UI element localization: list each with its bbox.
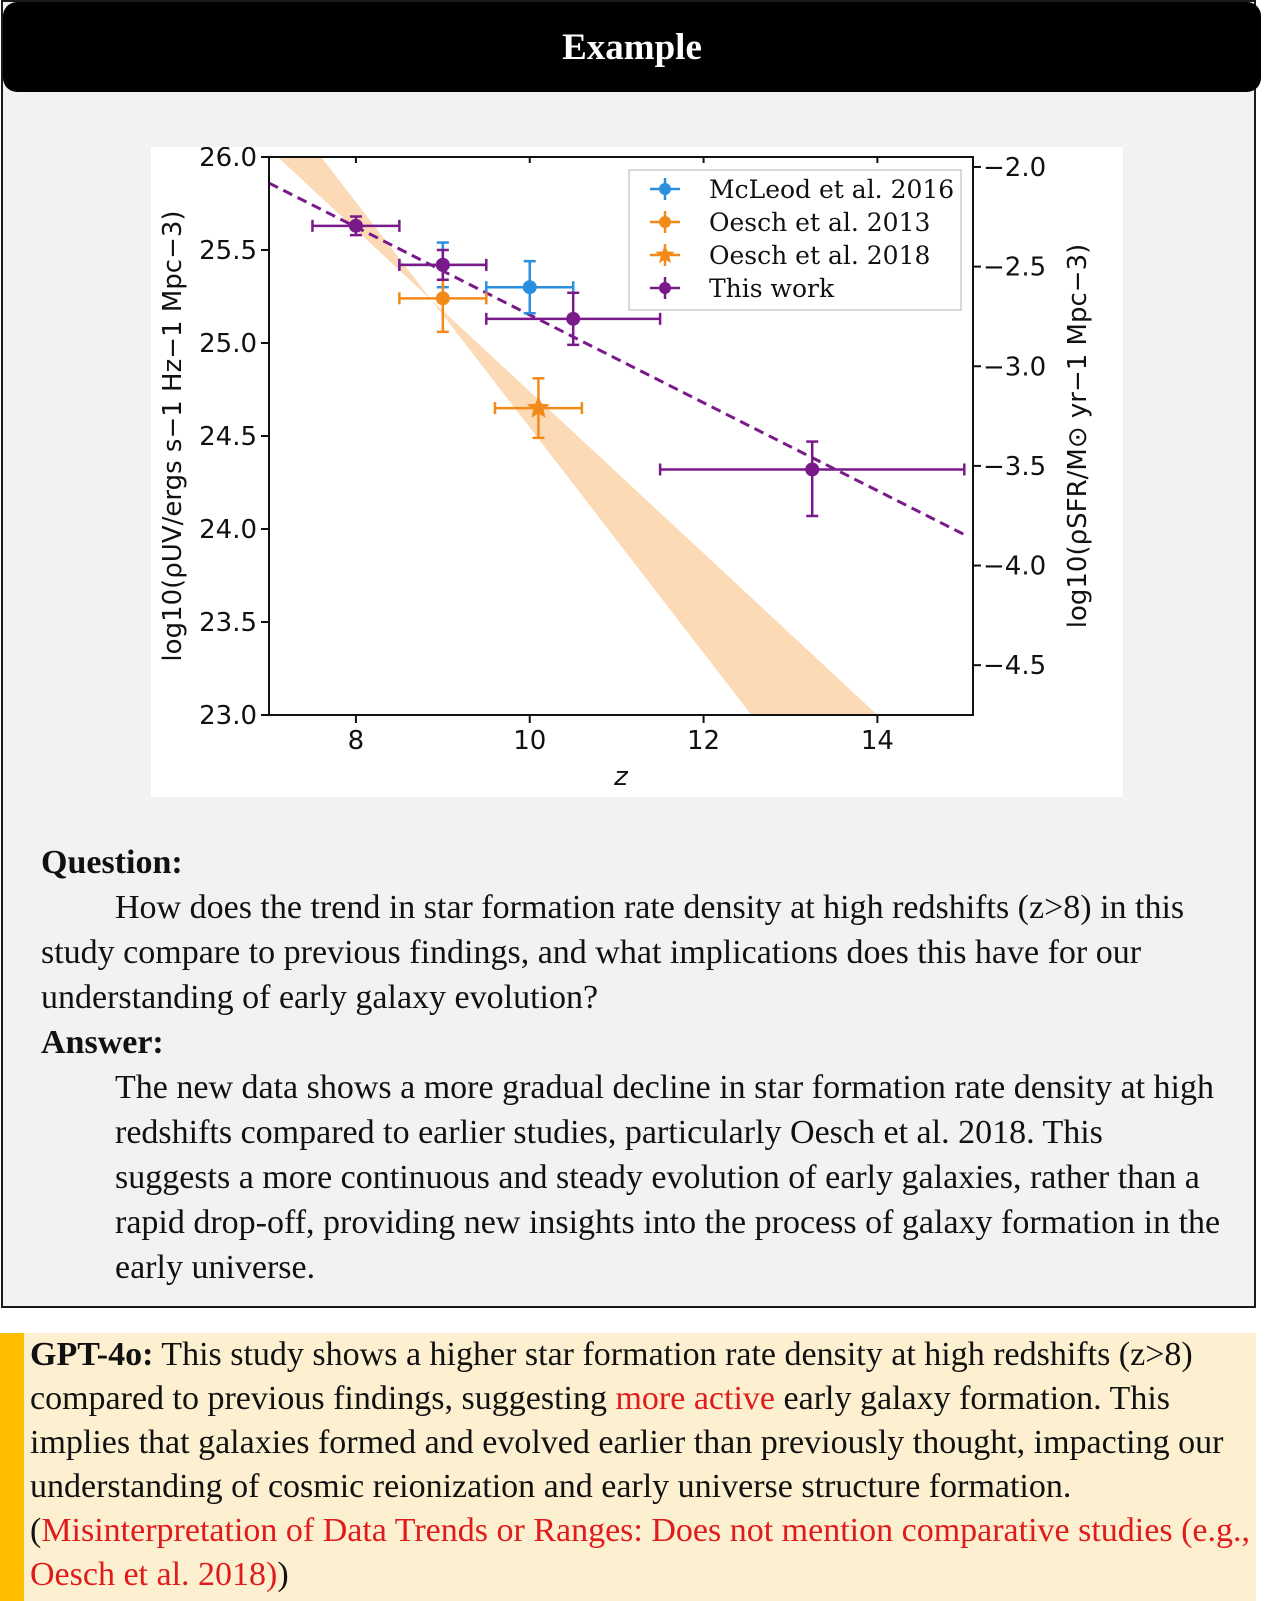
y-tick-label: 24.5 [199,422,257,452]
legend-label: This work [709,274,835,303]
gpt-highlight-1: more active [615,1380,776,1417]
gpt-highlight-2: Misinterpretation of Data Trends or Ranges: Does not mention comparative studies (e.g., Oesch et al. 2018) [30,1512,1250,1593]
data-point [566,312,580,326]
legend-marker-dot [659,216,671,228]
y2-tick-label: −3.0 [983,352,1047,383]
question-text: How does the trend in star formation rate density at high redshifts (z>8) in this study compare to previous findings, and what implications does this have for our understanding of early galaxy evolution? [41,889,1185,1016]
y2-axis-label: log10(ρSFR/M⊙ yr−1 Mpc−3) [1063,243,1093,629]
y2-tick-label: −4.0 [983,551,1047,582]
y-tick-label: 25.5 [199,236,257,266]
chart-svg [151,147,1123,797]
y-tick-label: 26.0 [199,147,257,173]
x-tick-label: 10 [513,726,547,756]
chart [151,147,1123,797]
data-point [436,291,450,305]
y-tick-label: 23.5 [199,608,257,638]
x-tick-label: 8 [347,726,365,756]
x-tick-label: 14 [860,726,894,756]
y2-tick-label: −3.5 [983,451,1047,482]
question-label: Question: [41,844,183,881]
data-point [523,280,537,294]
y2-tick-label: −4.5 [983,651,1047,682]
y-tick-label: 24.0 [199,515,257,545]
legend-label: Oesch et al. 2013 [709,208,931,237]
legend-label: McLeod et al. 2016 [709,175,955,204]
x-axis-label: z [614,762,628,792]
legend-marker-dot [659,282,671,294]
data-point [349,219,363,233]
example-card [1,0,1256,1308]
y-tick-label: 23.0 [199,701,257,731]
card-title: Example [562,26,702,68]
legend-marker-dot [659,183,671,195]
model-label: GPT-4o: [30,1336,154,1373]
data-point [436,258,450,272]
y2-tick-label: −2.5 [983,252,1047,283]
data-point [805,462,819,476]
qa-section [41,840,1226,1290]
gpt-response [0,1333,1256,1601]
gpt-text-3: ) [277,1556,289,1593]
y-axis-label: log10(ρUV/ergs s−1 Hz−1 Mpc−3) [158,210,188,662]
answer-text: The new data shows a more gradual decline in star formation rate density at high redshifts compared to earlier studies, particularly Oesch et al. 2018. This suggests a more continuous and steady evolution of early galaxies, rather than a rapid drop-off, providing new insights into the process of galaxy formation in the early universe. [115,1069,1221,1286]
y2-tick-label: −2.0 [983,152,1047,183]
legend-label: Oesch et al. 2018 [709,241,931,270]
y-tick-label: 25.0 [199,329,257,359]
gpt-text-2: early galaxy formation. This implies that galaxies formed and evolved earlier than previously thought, impacting our understanding of cosmic reionization and early universe structure formation.( [30,1380,1224,1549]
x-tick-label: 12 [687,726,721,756]
card-header [3,2,1261,92]
gpt-text-1: This study shows a higher star formation rate density at high redshifts (z>8) compared to previous findings, suggesting [30,1336,1193,1417]
answer-label: Answer: [41,1024,164,1061]
